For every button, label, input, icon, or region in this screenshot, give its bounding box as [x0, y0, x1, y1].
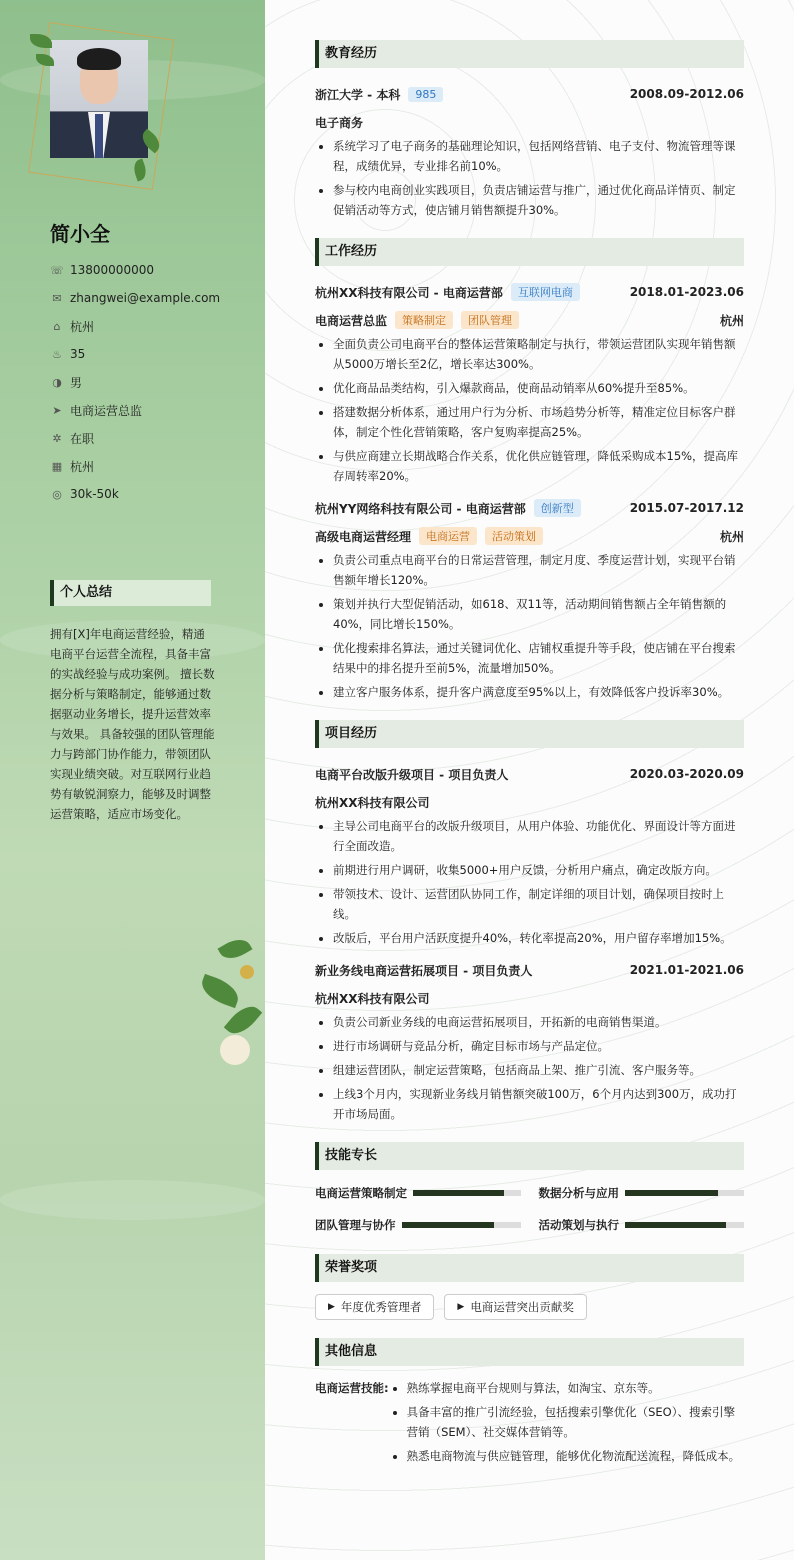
play-icon: ▶: [328, 1302, 335, 1312]
list-item: • 搭建数据分析体系，通过用户行为分析、市场趋势分析等，精准定位目标客户群体，制定个性化营销策略，客户复购率提高25%。: [333, 402, 744, 442]
summary-title: 个人总结: [50, 580, 211, 606]
section-title: 教育经历: [315, 40, 744, 68]
decorative-wave: [0, 1180, 265, 1220]
skills-section: [315, 1142, 744, 1236]
skill-item: 数据分析与应用: [539, 1182, 745, 1204]
job-entry: [315, 278, 744, 486]
projects-section: [315, 720, 744, 1124]
list-item: • 负责公司重点电商平台的日常运营管理，制定月度、季度运营计划，实现平台销售额年增长120%。: [333, 550, 744, 590]
skill-bar: [402, 1222, 521, 1228]
list-item: • 带领技术、设计、运营团队协同工作，制定详细的项目计划，确保项目按时上线。: [333, 884, 744, 924]
email-icon: ✉: [52, 291, 62, 305]
school-name: 浙江大学 - 本科: [315, 87, 401, 102]
list-item: • 进行市场调研与竞品分析，确定目标市场与产品定位。: [333, 1036, 744, 1056]
info-status: ✲ 在职: [50, 424, 220, 452]
job-role: 高级电商运营经理: [315, 529, 412, 544]
award-badge: ▶ 年度优秀管理者: [315, 1294, 434, 1320]
cake-icon: ♨: [52, 347, 62, 361]
job-city: 杭州: [719, 313, 744, 328]
education-header: [315, 80, 744, 108]
sidebar: [0, 0, 265, 1560]
gender-icon: ◑: [52, 375, 62, 389]
project-period: 2020.03-2020.09: [629, 767, 744, 781]
list-item: • 熟悉电商物流与供应链管理，能够优化物流配送流程，降低成本。: [407, 1446, 744, 1466]
other-bullets: [389, 1378, 744, 1470]
play-icon: ▶: [457, 1302, 465, 1312]
info-target-city: ▦ 杭州: [51, 459, 95, 474]
skill-tag: 团队管理: [461, 311, 519, 329]
company-tag: 互联网电商: [511, 283, 580, 301]
flower-decoration: [200, 930, 270, 1080]
list-item: • 参与校内电商创业实践项目，负责店铺运营与推广，通过优化商品详情页、制定促销活动等方式，使店铺月销售额提升30%。: [333, 180, 744, 220]
money-icon: ◎: [52, 487, 62, 501]
work-section: [315, 238, 744, 702]
section-title: 其他信息: [315, 1338, 744, 1366]
job-bullets: [315, 334, 744, 486]
main-content: [265, 0, 794, 1560]
skill-item: 电商运营策略制定: [315, 1182, 521, 1204]
skill-fill: [625, 1222, 726, 1228]
project-name: 电商平台改版升级项目 - 项目负责人: [315, 767, 509, 782]
project-entry: [315, 956, 744, 1124]
summary-text: 拥有[X]年电商运营经验，精通电商平台运营全流程，具备丰富的实战经验与成功案例。 擅长数据分析与策略制定，能够通过数据驱动业务增长，提升运营效率与效果。 具备较强的团队管理能力与跨部门协作能力，带领团队实现业绩突破。对互联网行业趋势有敏锐洞察力，能够及时调整运营策略，适应市场变化。: [50, 627, 215, 821]
avatar: [50, 40, 148, 158]
list-item: • 负责公司新业务线的电商运营拓展项目，开拓新的电商销售渠道。: [333, 1012, 744, 1032]
skill-tag: 策略制定: [395, 311, 453, 329]
list-item: • 前期进行用户调研，收集5000+用户反馈，分析用户痛点，确定改版方向。: [333, 860, 744, 880]
info-salary: ◎ 30k-50k: [50, 480, 220, 508]
phone-icon: ☏: [50, 263, 64, 277]
skill-item: 团队管理与协作: [315, 1214, 521, 1236]
list-item: • 全面负责公司电商平台的整体运营策略制定与执行，带领运营团队实现年销售额从5000万增长至2亿，增长率达300%。: [333, 334, 744, 374]
skill-bar: [625, 1190, 744, 1196]
skill-item: 活动策划与执行: [539, 1214, 745, 1236]
list-item: • 优化商品品类结构，引入爆款商品，使商品动销率从60%提升至85%。: [333, 378, 744, 398]
project-company: 杭州XX科技有限公司: [315, 991, 430, 1006]
skills-grid: [315, 1182, 744, 1236]
major: 电子商务: [315, 115, 364, 130]
project-entry: [315, 760, 744, 948]
job-entry: [315, 494, 744, 702]
skill-bar: [625, 1222, 744, 1228]
job-bullets: [315, 550, 744, 702]
profile-name: 简小全: [50, 222, 110, 246]
company-name: 杭州YY网络科技有限公司 - 电商运营部: [315, 501, 526, 516]
photo-frame: [30, 24, 170, 194]
skill-fill: [625, 1190, 718, 1196]
list-item: • 组建运营团队，制定运营策略，包括商品上架、推广引流、客户服务等。: [333, 1060, 744, 1080]
other-label: 电商运营技能:: [315, 1381, 389, 1395]
company-tag: 创新型: [534, 499, 581, 517]
honors-section: [315, 1254, 744, 1320]
skill-bar: [413, 1190, 521, 1196]
other-section: [315, 1338, 744, 1470]
job-city: 杭州: [719, 529, 744, 544]
education-period: 2008.09-2012.06: [629, 87, 744, 101]
info-gender: ◑ 男: [50, 368, 220, 396]
status-icon: ✲: [52, 431, 62, 445]
list-item: • 系统学习了电子商务的基础理论知识，包括网络营销、电子支付、物流管理等课程，成绩优异，专业排名前10%。: [333, 136, 744, 176]
info-phone: ☏ 13800000000: [50, 263, 154, 277]
info-email: ✉ zhangwei@example.com: [50, 284, 220, 312]
skill-fill: [402, 1222, 495, 1228]
skill-fill: [413, 1190, 504, 1196]
list-item: • 主导公司电商平台的改版升级项目，从用户体验、功能优化、界面设计等方面进行全面改造。: [333, 816, 744, 856]
award-badge: ▶ 电商运营突出贡献奖: [444, 1294, 586, 1320]
home-icon: ⌂: [53, 319, 61, 333]
info-target-position: ➤ 电商运营总监: [50, 396, 220, 424]
skill-tag: 活动策划: [485, 527, 543, 545]
awards-list: [315, 1294, 744, 1320]
education-bullets: [315, 136, 744, 220]
contact-info: [50, 256, 220, 508]
list-item: • 策划并执行大型促销活动，如618、双11等，活动期间销售额占全年销售额的40%，同比增长150%。: [333, 594, 744, 634]
list-item: • 具备丰富的推广引流经验，包括搜索引擎优化（SEO）、搜索引擎营销（SEM）、社交媒体营销等。: [407, 1402, 744, 1442]
list-item: • 建立客户服务体系，提升客户满意度至95%以上，有效降低客户投诉率30%。: [333, 682, 744, 702]
section-title: 项目经历: [315, 720, 744, 748]
section-title: 荣誉奖项: [315, 1254, 744, 1282]
list-item: • 改版后，平台用户活跃度提升40%，转化率提高20%，用户留存率增加15%。: [333, 928, 744, 948]
project-bullets: [315, 1012, 744, 1124]
skill-tag: 电商运营: [419, 527, 477, 545]
project-company: 杭州XX科技有限公司: [315, 795, 430, 810]
education-major-row: [315, 108, 744, 136]
section-title: 工作经历: [315, 238, 744, 266]
building-icon: ▦: [51, 459, 63, 473]
project-bullets: [315, 816, 744, 948]
job-role: 电商运营总监: [315, 313, 388, 328]
education-section: [315, 40, 744, 220]
info-age: ♨ 35: [50, 340, 220, 368]
job-period: 2015.07-2017.12: [629, 501, 744, 515]
school-tag: 985: [408, 87, 443, 102]
list-item: • 与供应商建立长期战略合作关系，优化供应链管理，降低采购成本15%，提高库存周转率20%。: [333, 446, 744, 486]
project-period: 2021.01-2021.06: [629, 963, 744, 977]
project-name: 新业务线电商运营拓展项目 - 项目负责人: [315, 963, 533, 978]
send-icon: ➤: [52, 403, 62, 417]
info-location: ⌂ 杭州: [50, 312, 220, 340]
section-title: 技能专长: [315, 1142, 744, 1170]
company-name: 杭州XX科技有限公司 - 电商运营部: [315, 285, 503, 300]
job-period: 2018.01-2023.06: [629, 285, 744, 299]
list-item: • 熟练掌握电商平台规则与算法，如淘宝、京东等。: [407, 1378, 744, 1398]
list-item: • 上线3个月内，实现新业务线月销售额突破100万，6个月内达到300万，成功打开市场局面。: [333, 1084, 744, 1124]
list-item: • 优化搜索排名算法，通过关键词优化、店铺权重提升等手段，使店铺在平台搜索结果中的排名提升至前5%，流量增加50%。: [333, 638, 744, 678]
